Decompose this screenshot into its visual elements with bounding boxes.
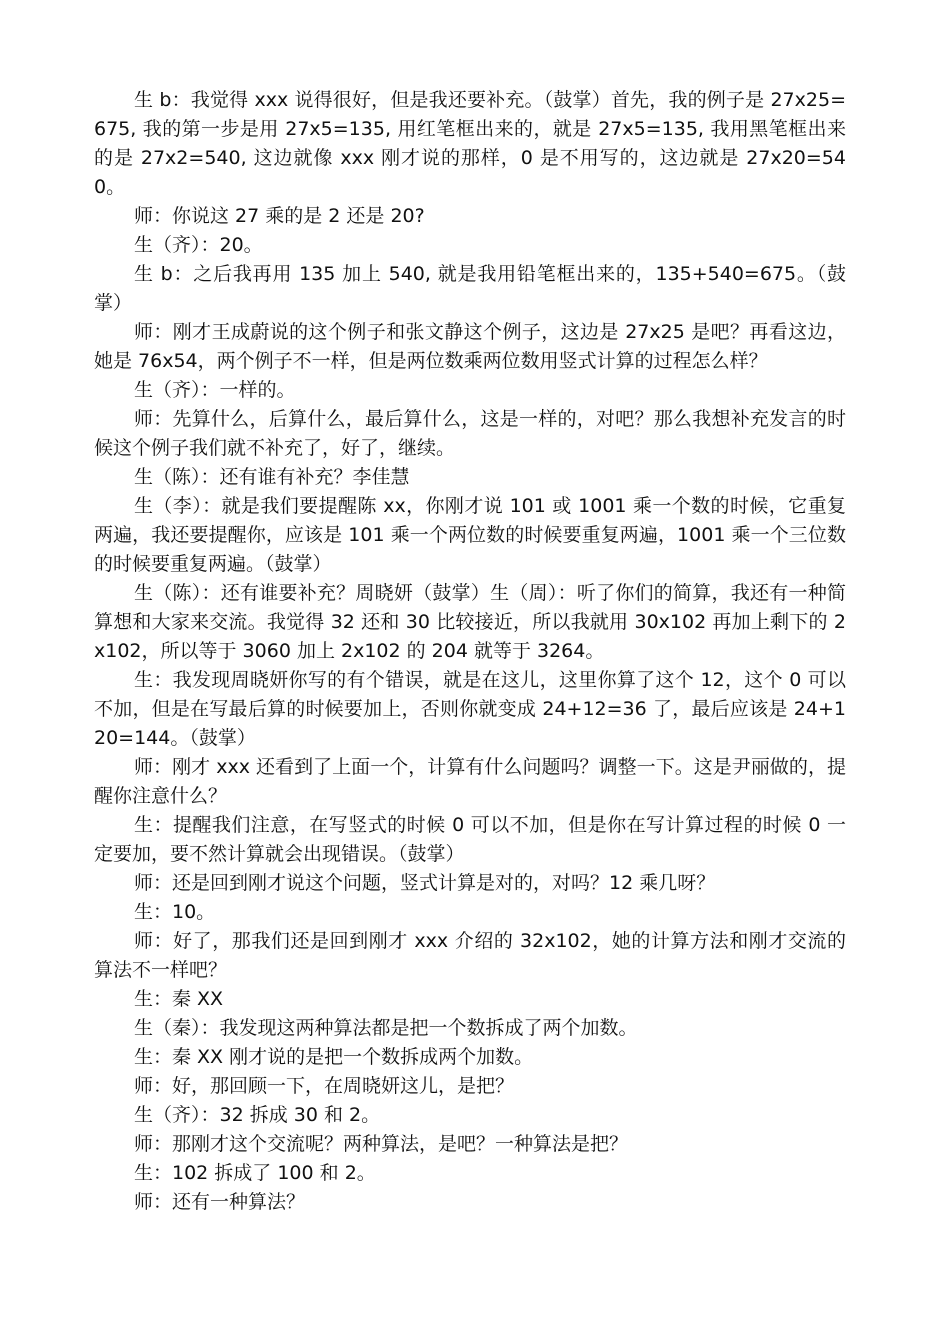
paragraph: 生（齐）：20。 [134, 234, 263, 256]
paragraph: 师：刚才王成蔚说的这个例子和张文静这个例子，这边是 27x25 是吧？再看这边，她是 76x54，两个例子不一样，但是两位数乘两位数用竖式计算的过程怎么样？ [94, 321, 846, 372]
paragraph: 师：刚才 xxx 还看到了上面一个，计算有什么问题吗？调整一下。这是尹丽做的，提醒你注意什么？ [94, 756, 846, 807]
paragraph: 生：提醒我们注意，在写竖式的时候 0 可以不加，但是你在写计算过程的时候 0 一定要加，要不然计算就会出现错误。（鼓掌） [94, 814, 846, 865]
paragraph: 生：秦 XX 刚才说的是把一个数拆成两个加数。 [134, 1046, 534, 1068]
paragraph: 师：先算什么，后算什么，最后算什么，这是一样的，对吧？那么我想补充发言的时候这个例子我们就不补充了，好了，继续。 [94, 408, 846, 459]
document-page [94, 86, 846, 1217]
paragraph: 师：你说这 27 乘的是 2 还是 20? [134, 205, 425, 227]
paragraph: 生（陈）：还有谁要补充？周晓妍（鼓掌）生（周）：听了你们的简算，我还有一种简算想和大家来交流。我觉得 32 还和 30 比较接近，所以我就用 30x102 再加上剩下的 2x102，所以等于 3060 加上 2x102 的 204 就等于 3264。 [94, 582, 846, 662]
paragraph: 生（齐）：一样的。 [134, 379, 296, 401]
paragraph: 生 b：我觉得 xxx 说得很好，但是我还要补充。（鼓掌）首先，我的例子是 27x25=675, 我的第一步是用 27x5=135, 用红笔框出来的，就是 27x5=135, 我用黑笔框出来的是 27x2=540, 这边就像 xxx 刚才说的那样，0 是不用写的，这边就是 27x20=540。 [94, 89, 846, 198]
paragraph: 师：还有一种算法？ [134, 1191, 306, 1213]
paragraph: 生（李）：就是我们要提醒陈 xx，你刚才说 101 或 1001 乘一个数的时候，它重复两遍，我还要提醒你，应该是 101 乘一个两位数的时候要重复两遍，1001 乘一个三位数的时候要重复两遍。（鼓掌） [94, 495, 846, 575]
paragraph: 生：102 拆成了 100 和 2。 [134, 1162, 376, 1184]
paragraph: 生：我发现周晓妍你写的有个错误，就是在这儿，这里你算了这个 12，这个 0 可以不加，但是在写最后算的时候要加上，否则你就变成 24+12=36 了，最后应该是 24+120=144。（鼓掌） [94, 669, 846, 749]
paragraph: 师：好了，那我们还是回到刚才 xxx 介绍的 32x102，她的计算方法和刚才交流的算法不一样吧？ [94, 930, 846, 981]
paragraph: 生：秦 XX [134, 988, 224, 1010]
paragraph: 生 b：之后我再用 135 加上 540, 就是我用铅笔框出来的，135+540=675。（鼓掌） [94, 263, 846, 314]
paragraph: 师：还是回到刚才说这个问题，竖式计算是对的，对吗？12 乘几呀？ [134, 872, 716, 894]
paragraph: 生（秦）：我发现这两种算法都是把一个数拆成了两个加数。 [134, 1017, 638, 1039]
paragraph: 生（陈）：还有谁有补充？李佳慧 [134, 466, 410, 488]
paragraph: 师：好，那回顾一下，在周晓妍这儿，是把？ [134, 1075, 515, 1097]
paragraph: 生（齐）：32 拆成 30 和 2。 [134, 1104, 381, 1126]
paragraph: 师：那刚才这个交流呢？两种算法，是吧？一种算法是把？ [134, 1133, 629, 1155]
paragraph: 生：10。 [134, 901, 216, 923]
